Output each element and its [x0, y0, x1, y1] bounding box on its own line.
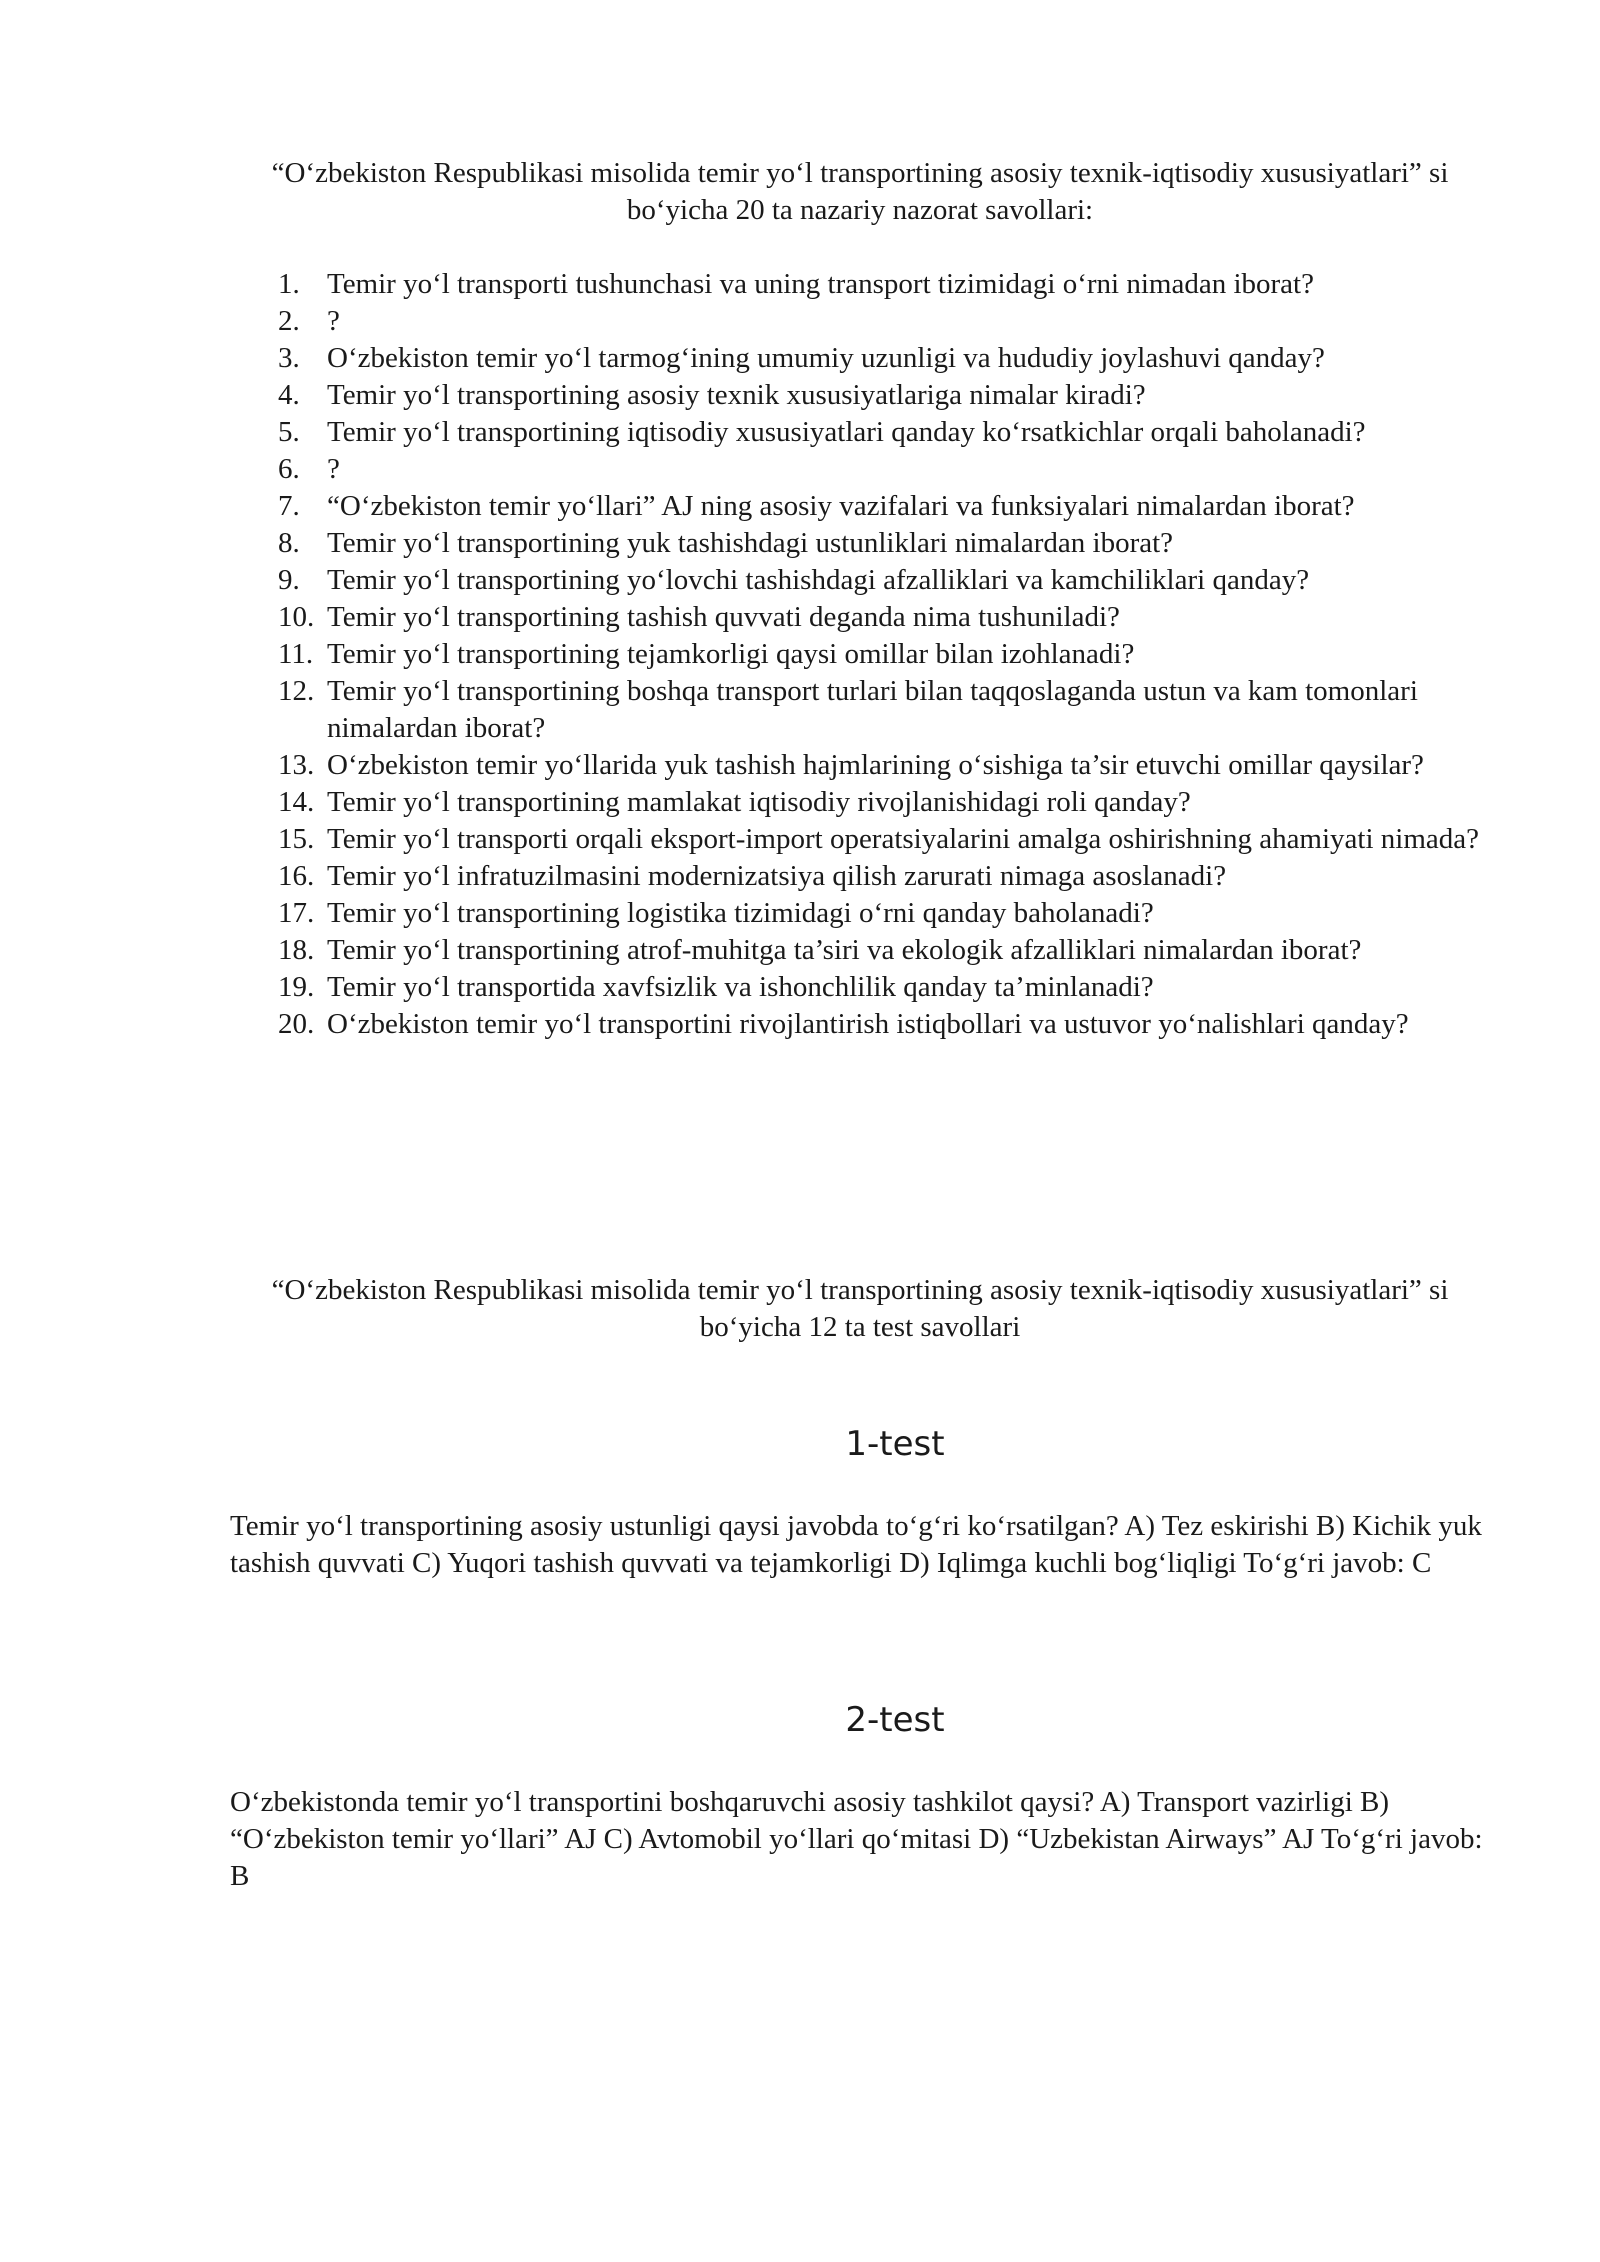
list-item — [230, 414, 1530, 451]
list-item-text: Temir yo‘l infratuzilmasini modernizatsiya qilish zarurati nimaga asoslanadi? — [327, 860, 1227, 892]
list-item — [230, 266, 1530, 303]
list-item-number: 18. — [278, 934, 315, 966]
question-list — [230, 266, 1530, 1043]
list-item — [230, 1006, 1530, 1043]
list-item-number: 16. — [278, 860, 315, 892]
list-item-text: “O‘zbekiston temir yo‘llari” AJ ning asosiy vazifalari va funksiyalari nimalardan iborat? — [327, 490, 1355, 522]
list-item-text: Temir yo‘l transportida xavfsizlik va ishonchlilik qanday ta’minlanadi? — [327, 971, 1154, 1003]
list-item-number: 4. — [278, 379, 300, 411]
list-item-number: 10. — [278, 601, 315, 633]
list-item-number: 14. — [278, 786, 315, 818]
test-question-text: Temir yo‘l transportining asosiy ustunligi qaysi javobda to‘g‘ri ko‘rsatilgan? A) Tez eskirishi B) Kichik yuk tashish quvvati C) Yuqori tashish quvvati va tejamkorligi D) Iqlimga kuchli bog‘liqligi To‘g‘ri javob: C — [230, 1510, 1482, 1579]
list-item-text: O‘zbekiston temir yo‘l transportini rivojlantirish istiqbollari va ustuvor yo‘nalishlari qanday? — [327, 1008, 1409, 1040]
list-item — [230, 599, 1530, 636]
list-item-text: Temir yo‘l transportining logistika tizimidagi o‘rni qanday baholanadi? — [327, 897, 1154, 929]
list-item-text: Temir yo‘l transportining yuk tashishdagi ustunliklari nimalardan iborat? — [327, 527, 1174, 559]
list-item-number: 9. — [278, 564, 300, 596]
list-item-number: 5. — [278, 416, 300, 448]
list-item-text: Temir yo‘l transporti tushunchasi va uning transport tizimidagi o‘rni nimadan iborat? — [327, 268, 1314, 300]
test-question-text: O‘zbekistonda temir yo‘l transportini boshqaruvchi asosiy tashkilot qaysi? A) Transport vazirligi B) “O‘zbekiston temir yo‘llari” AJ C) Avtomobil yo‘llari qo‘mitasi D) “Uzbekistan Airways” AJ To‘g‘ri javob: B — [230, 1786, 1483, 1892]
list-item-number: 17. — [278, 897, 315, 929]
list-item-text: Temir yo‘l transportining tashish quvvati deganda nima tushuniladi? — [327, 601, 1120, 633]
list-item-number: 6. — [278, 453, 300, 485]
list-item — [230, 673, 1530, 747]
list-item — [230, 303, 1530, 340]
list-item-text: Temir yo‘l transporti orqali eksport-import operatsiyalarini amalga oshirishning ahamiyati nimada? — [327, 823, 1480, 855]
test-title: 1-test — [845, 1424, 945, 1464]
list-item-number: 1. — [278, 268, 300, 300]
list-item-number: 7. — [278, 490, 300, 522]
list-item — [230, 747, 1530, 784]
list-item-number: 13. — [278, 749, 315, 781]
list-item-number: 2. — [278, 305, 300, 337]
list-item-text: Temir yo‘l transportining iqtisodiy xususiyatlari qanday ko‘rsatkichlar orqali baholanadi? — [327, 416, 1366, 448]
list-item — [230, 340, 1530, 377]
list-item-number: 19. — [278, 971, 315, 1003]
list-item — [230, 969, 1530, 1006]
list-item — [230, 636, 1530, 673]
list-item — [230, 932, 1530, 969]
list-item — [230, 858, 1530, 895]
list-item — [230, 488, 1530, 525]
list-item — [230, 821, 1530, 858]
list-item-text: Temir yo‘l transportining yo‘lovchi tashishdagi afzalliklari va kamchiliklari qanday? — [327, 564, 1310, 596]
section-title-test-questions: “O‘zbekiston Respublikasi misolida temir yo‘l transportining asosiy texnik-iqtisodiy xususiyatlari” si bo‘yicha 12 ta test savollari — [271, 1274, 1449, 1343]
list-item — [230, 562, 1530, 599]
list-item-number: 8. — [278, 527, 300, 559]
list-item — [230, 895, 1530, 932]
list-item-text: O‘zbekiston temir yo‘llarida yuk tashish hajmlarining o‘sishiga ta’sir etuvchi omillar qaysilar? — [327, 749, 1424, 781]
list-item-text: Temir yo‘l transportining asosiy texnik xususiyatlariga nimalar kiradi? — [327, 379, 1146, 411]
list-item-text: Temir yo‘l transportining boshqa transport turlari bilan taqqoslaganda ustun va kam tomonlari nimalardan iborat? — [327, 675, 1418, 744]
list-item-number: 3. — [278, 342, 300, 374]
list-item-text: ? — [327, 453, 340, 485]
list-item — [230, 377, 1530, 414]
list-item-number: 12. — [278, 675, 315, 707]
list-item-text: Temir yo‘l transportining mamlakat iqtisodiy rivojlanishidagi roli qanday? — [327, 786, 1191, 818]
list-item-text: Temir yo‘l transportining atrof-muhitga ta’siri va ekologik afzalliklari nimalardan iborat? — [327, 934, 1362, 966]
list-item — [230, 525, 1530, 562]
list-item-text: Temir yo‘l transportining tejamkorligi qaysi omillar bilan izohlanadi? — [327, 638, 1135, 670]
list-item — [230, 451, 1530, 488]
list-item-number: 15. — [278, 823, 315, 855]
list-item-number: 11. — [278, 638, 314, 670]
section-title-theory-questions: “O‘zbekiston Respublikasi misolida temir yo‘l transportining asosiy texnik-iqtisodiy xususiyatlari” si bo‘yicha 20 ta nazariy nazorat savollari: — [271, 157, 1449, 226]
list-item-text: ? — [327, 305, 340, 337]
list-item-number: 20. — [278, 1008, 315, 1040]
list-item — [230, 784, 1530, 821]
list-item-text: O‘zbekiston temir yo‘l tarmog‘ining umumiy uzunligi va hududiy joylashuvi qanday? — [327, 342, 1325, 374]
test-title: 2-test — [845, 1700, 945, 1740]
